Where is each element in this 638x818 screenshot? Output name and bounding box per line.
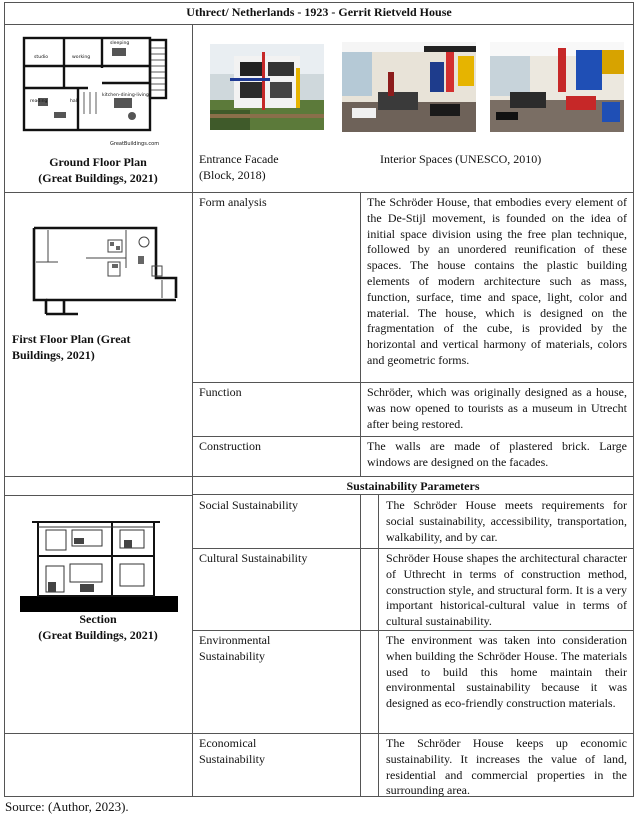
grid-line — [378, 494, 379, 796]
interior-photo-1 — [342, 42, 476, 132]
grid-line — [192, 630, 634, 631]
environmental-sustainability-text: The environment was taken into consideration when building the Schröder House. The materials used to build this home maintain their environmental sustainability because it was designed as eco-friendly construction materials. — [386, 633, 627, 711]
interior-photo-2 — [490, 42, 624, 132]
economical-sustainability-label-line1: Economical — [199, 736, 257, 750]
section-drawing — [20, 516, 178, 612]
entrance-caption-line1: Entrance Facade — [199, 152, 279, 166]
economical-sustainability-label-line2: Sustainability — [199, 752, 265, 766]
construction-label: Construction — [199, 439, 261, 453]
grid-line — [360, 494, 361, 796]
plan-label-reading: reading — [30, 99, 48, 104]
first-floor-plan-drawing — [26, 218, 184, 316]
grid-line — [633, 2, 634, 797]
grid-line — [4, 476, 634, 477]
entrance-caption-line2: (Block, 2018) — [199, 168, 266, 182]
source-note: Source: (Author, 2023). — [5, 799, 129, 814]
grid-line — [4, 192, 634, 193]
function-label: Function — [199, 385, 242, 399]
section-caption-line1: Section — [79, 612, 117, 626]
construction-text: The walls are made of plastered brick. Large windows are designed on the facades. — [367, 439, 627, 469]
form-analysis-text: The Schröder House, that embodies every element of the De-Stijl movement, is founded on the idea of initial space division using the free plan technique, followed by an unordered reunification of these spaces. The house contains the plastic building elements of modern architecture such as mass, function, surface, time and space, light, color and material. The house, which is designed on the fragmentation of the cube, is provided by the horizontal and vertical harmony of materials, colors and geometric forms. — [367, 195, 627, 367]
social-sustainability-text: The Schröder House meets requirements for social sustainability, accessibility, transportation, walkability, and by car. — [386, 498, 627, 544]
grid-line — [4, 495, 192, 496]
plan-label-studio: studio — [34, 55, 49, 60]
plan-label-hall: hall — [70, 99, 79, 104]
cultural-sustainability-label: Cultural Sustainability — [199, 551, 308, 565]
grid-line — [192, 24, 193, 796]
environmental-sustainability-label-line1: Environmental — [199, 633, 271, 647]
function-text: Schröder, which was originally designed as a house, was now opened to tourists as a museum in Utrecht after being restored. — [367, 385, 627, 431]
plan-label-kitchen: kitchen-dining-living — [102, 93, 149, 98]
first-floor-caption-line2: Buildings, 2021) — [12, 348, 95, 362]
grid-line — [4, 733, 634, 734]
grid-line — [192, 436, 634, 437]
sustainability-header: Sustainability Parameters — [346, 479, 480, 493]
grid-line — [192, 548, 634, 549]
greatbuildings-watermark: GreatBuildings.com — [110, 141, 160, 147]
environmental-sustainability-label-line2: Sustainability — [199, 649, 265, 663]
table-title: Uthrect/ Netherlands - 1923 - Gerrit Rietveld House — [186, 5, 452, 19]
grid-line — [360, 192, 361, 476]
entrance-facade-photo — [210, 44, 324, 130]
ground-floor-caption-line1: Ground Floor Plan — [49, 155, 147, 169]
grid-line — [192, 382, 634, 383]
ground-floor-caption-line2: (Great Buildings, 2021) — [38, 171, 158, 185]
interior-caption: Interior Spaces (UNESCO, 2010) — [380, 152, 542, 166]
social-sustainability-label: Social Sustainability — [199, 498, 298, 512]
form-analysis-label: Form analysis — [199, 195, 267, 209]
grid-line — [4, 2, 634, 3]
section-caption-line2: (Great Buildings, 2021) — [38, 628, 158, 642]
cultural-sustainability-text: Schröder House shapes the architectural character of Uthrecht in terms of construction method, construction style, and structural form. It is a very important historical-cultural value in terms of cultural sustainability. — [386, 551, 627, 629]
plan-label-sleeping: sleeping — [110, 41, 130, 46]
plan-label-working: working — [72, 55, 91, 60]
economical-sustainability-text: The Schröder House keeps up economic sustainability. It increases the value of land, residential and commercial properties in the surrounding area. — [386, 736, 627, 798]
grid-line — [4, 24, 634, 25]
first-floor-caption-line1: First Floor Plan (Great — [12, 332, 131, 346]
grid-line — [4, 2, 5, 797]
ground-floor-plan-drawing — [18, 28, 178, 150]
